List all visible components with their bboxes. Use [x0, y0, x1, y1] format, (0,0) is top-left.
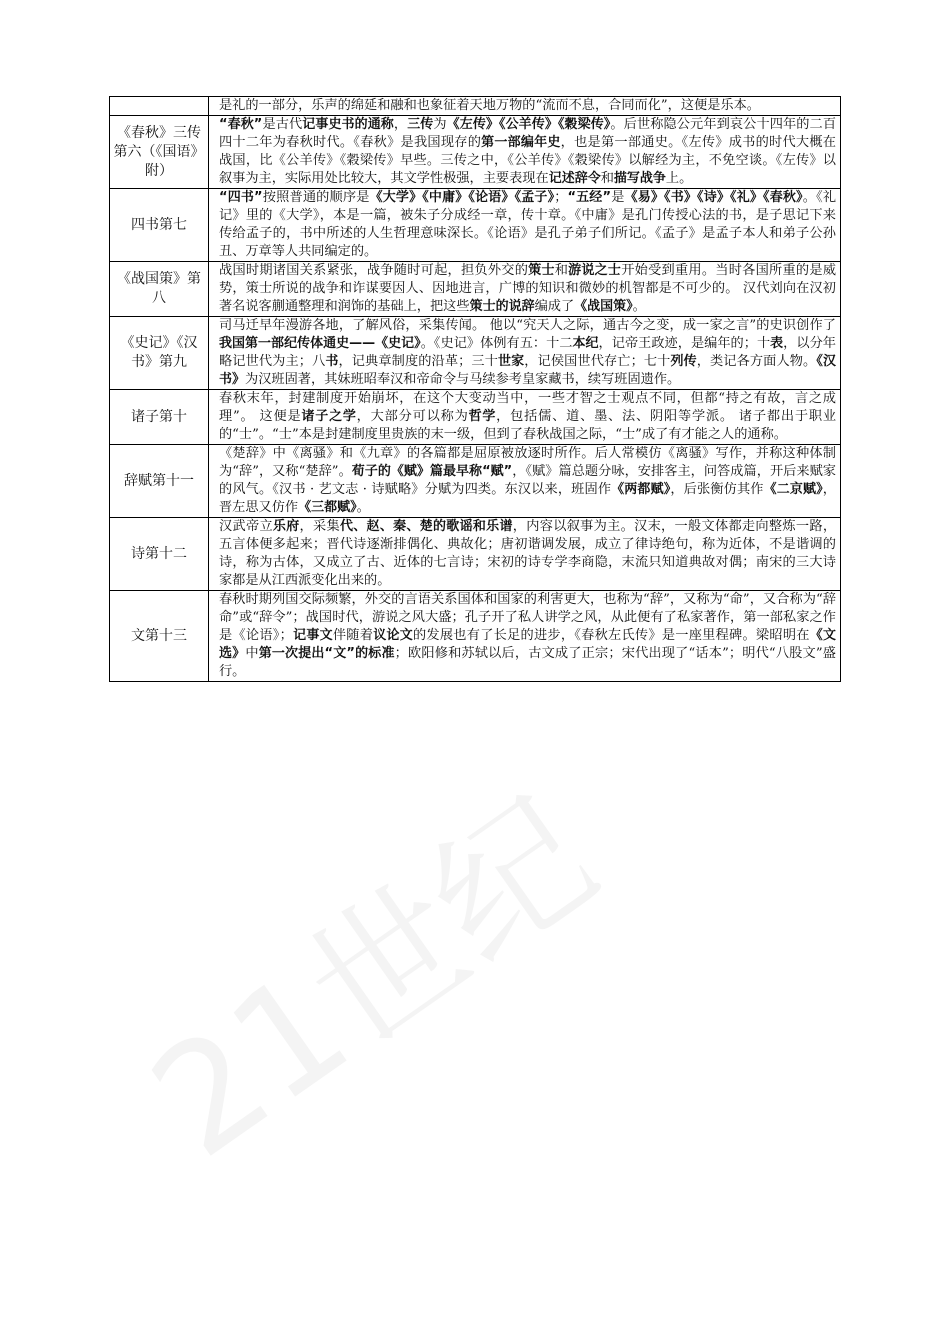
- bold-term: 书: [325, 354, 339, 369]
- text-segment: ，记侯国世代存亡；七十: [524, 354, 671, 369]
- row-content: [209, 116, 841, 189]
- bold-term: 策士的说辞: [469, 299, 535, 314]
- bold-term: 《大学》《中庸》《论语》《孟子》: [369, 190, 555, 205]
- text-segment: ，后张衡仿其作: [670, 482, 764, 497]
- text-segment: ，采集: [299, 519, 340, 534]
- table-row: [110, 116, 841, 189]
- content-table: [109, 96, 841, 682]
- row-title: 《战国策》第八: [110, 262, 209, 317]
- bold-term: 记事文: [292, 628, 333, 643]
- text-segment: 汉武帝立: [219, 519, 273, 534]
- bold-term: 诸子之学: [301, 409, 357, 424]
- text-segment: 为汉班固著，其妹班昭奉汉和帝命令与马续参考皇家藏书，续写班固遗作。: [245, 372, 681, 387]
- text-segment: 是: [611, 190, 625, 205]
- text-segment: 是礼的一部分，乐声的绵延和融和也象征着天地万物的“流而不息，合同而化”，这便是乐本。: [219, 98, 760, 113]
- table-row: [110, 317, 841, 390]
- text-segment: 伴随着: [332, 628, 374, 643]
- row-content: [209, 97, 841, 116]
- content-table-body: [110, 97, 841, 682]
- table-row: [110, 591, 841, 682]
- bold-term: 《战国策》: [574, 299, 633, 314]
- table-row: [110, 189, 841, 262]
- text-segment: 。: [632, 299, 646, 314]
- text-segment: 为: [433, 117, 447, 132]
- table-row: [110, 445, 841, 518]
- bold-term: 代、赵、秦、楚的歌谣和乐谱: [339, 519, 513, 534]
- watermark: [102, 739, 628, 1197]
- bold-term: 议论文: [373, 628, 413, 643]
- bold-term: 我国第一部纪传体通史——《史记》: [219, 336, 421, 351]
- text-segment: 《楚辞》中《离骚》和《九章》的各篇都是屈原被放逐时所作。后人常模仿《离骚》写作，并称这种体制为“辞”，又称“楚辞”。: [219, 446, 836, 479]
- text-segment: ，晋左思又仿作: [219, 482, 836, 515]
- bold-term: 列传: [670, 354, 697, 369]
- text-segment: ，也是第一部通史。《左传》成书的时代大概在战国，比《公羊传》《穀梁传》早些。三传之中，《公羊传》《穀梁传》以解经为主，不免空谈。《左传》以叙事为主，实际用处比较大，其文学性极强，主要表现在: [219, 135, 836, 186]
- bold-term: 第一部编年史: [481, 135, 561, 150]
- text-segment: ，内容以叙事为主。汉末，一般文体都走向整炼一路，五言体便多起来；晋代诗逐渐排偶化、典故化；唐初谐调发展，成立了律诗绝句，称为近体，不是谐调的诗，称为古体，又成立了古、近体的七言诗；宋初的诗专学李商隐，末流只知道典故对偶；南宋的三大诗家都是从江西派变化出来的。: [219, 519, 837, 588]
- text-segment: ，记帝王政迹，是编年的；十: [598, 336, 771, 351]
- text-segment: 中: [245, 646, 259, 661]
- table-row: [110, 97, 841, 116]
- bold-term: 乐府: [272, 519, 300, 534]
- row-title: 《史记》《汉书》第九: [110, 317, 209, 390]
- bold-term: 本纪: [572, 336, 599, 351]
- text-segment: ；: [554, 190, 568, 205]
- bold-term: 《左传》《公羊传》《穀梁传》: [446, 117, 611, 132]
- text-segment: 春秋末年，封建制度开始崩坏，在这个大变动当中，一些才智之士观点不同，但都“持之有故，言之成理”。 这便是: [219, 391, 836, 424]
- bold-term: 游说之士: [568, 263, 622, 278]
- text-segment: 是古代: [262, 117, 303, 132]
- bold-term: 表: [770, 336, 784, 351]
- text-segment: 开始受到重用。当时各国所重的是威势，策士所说的战争和诈谋要因人、因地进言，广博的知识和微妙的机智都是不可少的。 汉代刘向在汉初著名说客蒯通整理和润饰的基础上，把这些: [219, 263, 837, 314]
- row-title: [110, 97, 209, 116]
- text-segment: ；欧阳修和苏轼以后，古文成了正宗；宋代出现了“话本”；明代“八股文”盛行。: [219, 646, 836, 679]
- text-segment: ，类记各方面人物。: [696, 354, 817, 369]
- row-content: [209, 518, 841, 591]
- bold-term: 哲学: [468, 409, 497, 424]
- table-row: [110, 262, 841, 317]
- bold-term: 第一次提出“文”的标准: [258, 646, 395, 661]
- bold-term: 记事史书的通称: [302, 117, 394, 132]
- bold-term: 策士: [528, 263, 555, 278]
- bold-term: “春秋”: [219, 117, 263, 132]
- bold-term: 世家: [498, 354, 525, 369]
- text-segment: 上。: [665, 171, 693, 186]
- row-content: [209, 262, 841, 317]
- row-title: 《春秋》三传第六（《国语》附）: [110, 116, 209, 189]
- table-row: [110, 518, 841, 591]
- bold-term: 《汉书》: [219, 354, 836, 387]
- bold-term: “五经”: [567, 190, 612, 205]
- row-title: 四书第七: [110, 189, 209, 262]
- row-content: [209, 317, 841, 390]
- text-segment: 。: [356, 500, 370, 515]
- row-content: [209, 445, 841, 518]
- text-segment: 司马迁早年漫游各地，了解风俗，采集传闻。 他以“究天人之际，通古今之变，成一家之言”的史识创作了: [219, 318, 836, 333]
- text-segment: 。《礼记》里的《大学》，本是一篇，被朱子分成经一章，传十章。《中庸》是孔门传授心法的书，是子思记下来传给孟子的，书中所述的人生哲理意味深长。《论语》是孔子弟子们所记。《孟子》是孟子本人和弟子公孙丑、万章等人共同编定的。: [219, 190, 837, 259]
- row-title: 辞赋第十一: [110, 445, 209, 518]
- text-segment: ，大部分可以称为: [356, 409, 469, 424]
- bold-term: 《二京赋》: [763, 482, 823, 497]
- bold-term: “四书”: [219, 190, 263, 205]
- text-segment: ，《赋》篇总题分咏，安排客主，问答成篇，开后来赋家的风气。《汉书 · 艺文志 · 诗赋略》分赋为四类。东汉以来，班固作: [219, 464, 836, 497]
- row-content: [209, 390, 841, 445]
- bold-term: 《三都赋》: [298, 500, 357, 515]
- bold-term: 《两都赋》: [611, 482, 671, 497]
- row-title: 诸子第十: [110, 390, 209, 445]
- text-segment: ，: [393, 117, 408, 132]
- row-content: [209, 189, 841, 262]
- text-segment: ，记典章制度的沿革；三十: [338, 354, 499, 369]
- table-row: [110, 390, 841, 445]
- text-segment: 和: [554, 263, 569, 278]
- text-segment: 按照普通的顺序是: [262, 190, 370, 205]
- text-segment: ，包括儒、道、墨、法、阴阳等学派。 诸子都出于职业的“士”。“士”本是封建制度里贵族的末一级，但到了春秋战国之际，“士”成了有才能之人的通称。: [219, 409, 837, 442]
- bold-term: 《文选》: [219, 628, 836, 661]
- text-segment: 春秋时期列国交际频繁，外交的言语关系国体和国家的利害更大，也称为“辞”，又称为“命”，又合称为“辞命”或“辞令”；战国时代，游说之风大盛；孔子开了私人讲学之风，从此便有了私家著作，第一部私家之作是《论语》；: [219, 592, 836, 643]
- bold-term: 描写战争: [613, 171, 666, 186]
- bold-term: 荀子的《赋》篇最早称“赋”: [351, 464, 513, 479]
- bold-term: 记述辞令: [548, 171, 601, 186]
- row-title: 诗第十二: [110, 518, 209, 591]
- text-segment: 的发展也有了长足的进步，《春秋左氏传》是一座里程碑。梁昭明在: [412, 628, 810, 643]
- text-segment: 。《史记》体例有五：十二: [420, 336, 573, 351]
- text-segment: 和: [600, 171, 614, 186]
- bold-term: 《易》《书》《诗》《礼》《春秋》: [624, 190, 803, 205]
- text-segment: 。后世称隐公元年到哀公十四年的二百四十二年为春秋时代。《春秋》是我国现存的: [219, 117, 837, 150]
- row-title: 文第十三: [110, 591, 209, 682]
- bold-term: 三传: [407, 117, 434, 132]
- text-segment: ，以分年略记世代为主；八: [219, 336, 836, 369]
- row-content: [209, 591, 841, 682]
- text-segment: 战国时期诸国关系紧张，战争随时可起，担负外交的: [219, 263, 529, 278]
- text-segment: 编成了: [534, 299, 575, 314]
